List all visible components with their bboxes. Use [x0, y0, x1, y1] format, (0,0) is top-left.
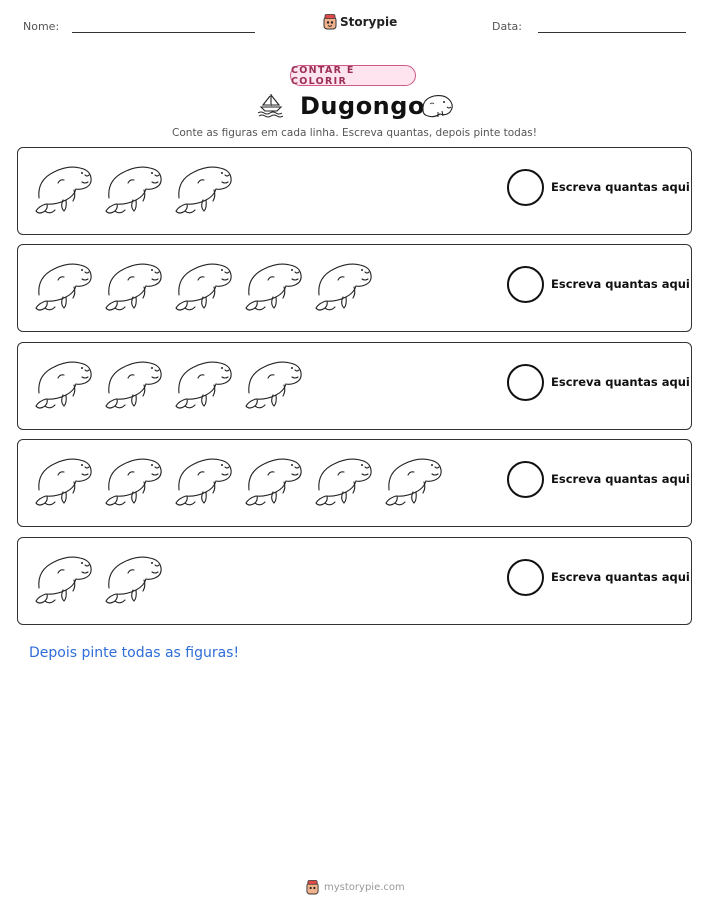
- dugong-icon: [170, 450, 234, 508]
- dugong-icon: [30, 353, 94, 411]
- dugong-icon: [310, 450, 374, 508]
- date-field[interactable]: [538, 32, 686, 33]
- instructions: Conte as figuras em cada linha. Escreva quantas, depois pinte todas!: [172, 127, 537, 139]
- count-row-4: [17, 439, 692, 527]
- dugong-icon: [100, 158, 164, 216]
- dugong-icon: [310, 255, 374, 313]
- animal-group: [30, 353, 304, 421]
- answer-label: Escreva quantas aqui: [551, 277, 690, 291]
- animal-group: [30, 548, 164, 616]
- dugong-icon: [100, 548, 164, 606]
- answer-label: Escreva quantas aqui: [551, 180, 690, 194]
- answer-circle[interactable]: [507, 559, 544, 596]
- footer-note: Depois pinte todas as figuras!: [29, 645, 240, 661]
- dugong-icon: [30, 548, 94, 606]
- brand: [323, 14, 397, 30]
- dugong-icon: [100, 450, 164, 508]
- count-row-2: [17, 244, 692, 332]
- count-row-3: [17, 342, 692, 430]
- answer-label: Escreva quantas aqui: [551, 570, 690, 584]
- count-row-5: [17, 537, 692, 625]
- dugong-icon: [30, 450, 94, 508]
- answer-circle[interactable]: [507, 169, 544, 206]
- name-label: Nome:: [23, 20, 60, 33]
- brand-name: Storypie: [340, 15, 398, 29]
- answer-circle[interactable]: [507, 266, 544, 303]
- animal-group: [30, 158, 234, 226]
- animal-group: [30, 450, 444, 518]
- activity-badge: CONTAR E COLORIR: [290, 65, 416, 86]
- answer-circle[interactable]: [507, 364, 544, 401]
- dugong-head-icon: [420, 92, 456, 120]
- dugong-icon: [170, 353, 234, 411]
- dugong-icon: [240, 255, 304, 313]
- dugong-icon: [170, 158, 234, 216]
- answer-label: Escreva quantas aqui: [551, 375, 690, 389]
- title-row: [0, 90, 709, 124]
- dugong-icon: [100, 255, 164, 313]
- answer-circle[interactable]: [507, 461, 544, 498]
- dugong-icon: [240, 353, 304, 411]
- dugong-icon: [30, 158, 94, 216]
- dugong-icon: [30, 255, 94, 313]
- dugong-icon: [240, 450, 304, 508]
- date-label: Data:: [492, 20, 522, 33]
- page-title: Dugongo: [300, 92, 425, 120]
- storypie-logo-icon: [306, 880, 319, 895]
- dugong-icon: [170, 255, 234, 313]
- dugong-icon: [380, 450, 444, 508]
- footer-site-url: mystorypie.com: [324, 882, 405, 893]
- storypie-logo-icon: [323, 14, 337, 30]
- ship-waves-icon: [256, 92, 286, 118]
- animal-group: [30, 255, 374, 323]
- count-row-1: [17, 147, 692, 235]
- footer-site: [306, 880, 405, 895]
- answer-label: Escreva quantas aqui: [551, 472, 690, 486]
- dugong-icon: [100, 353, 164, 411]
- name-field[interactable]: [72, 32, 255, 33]
